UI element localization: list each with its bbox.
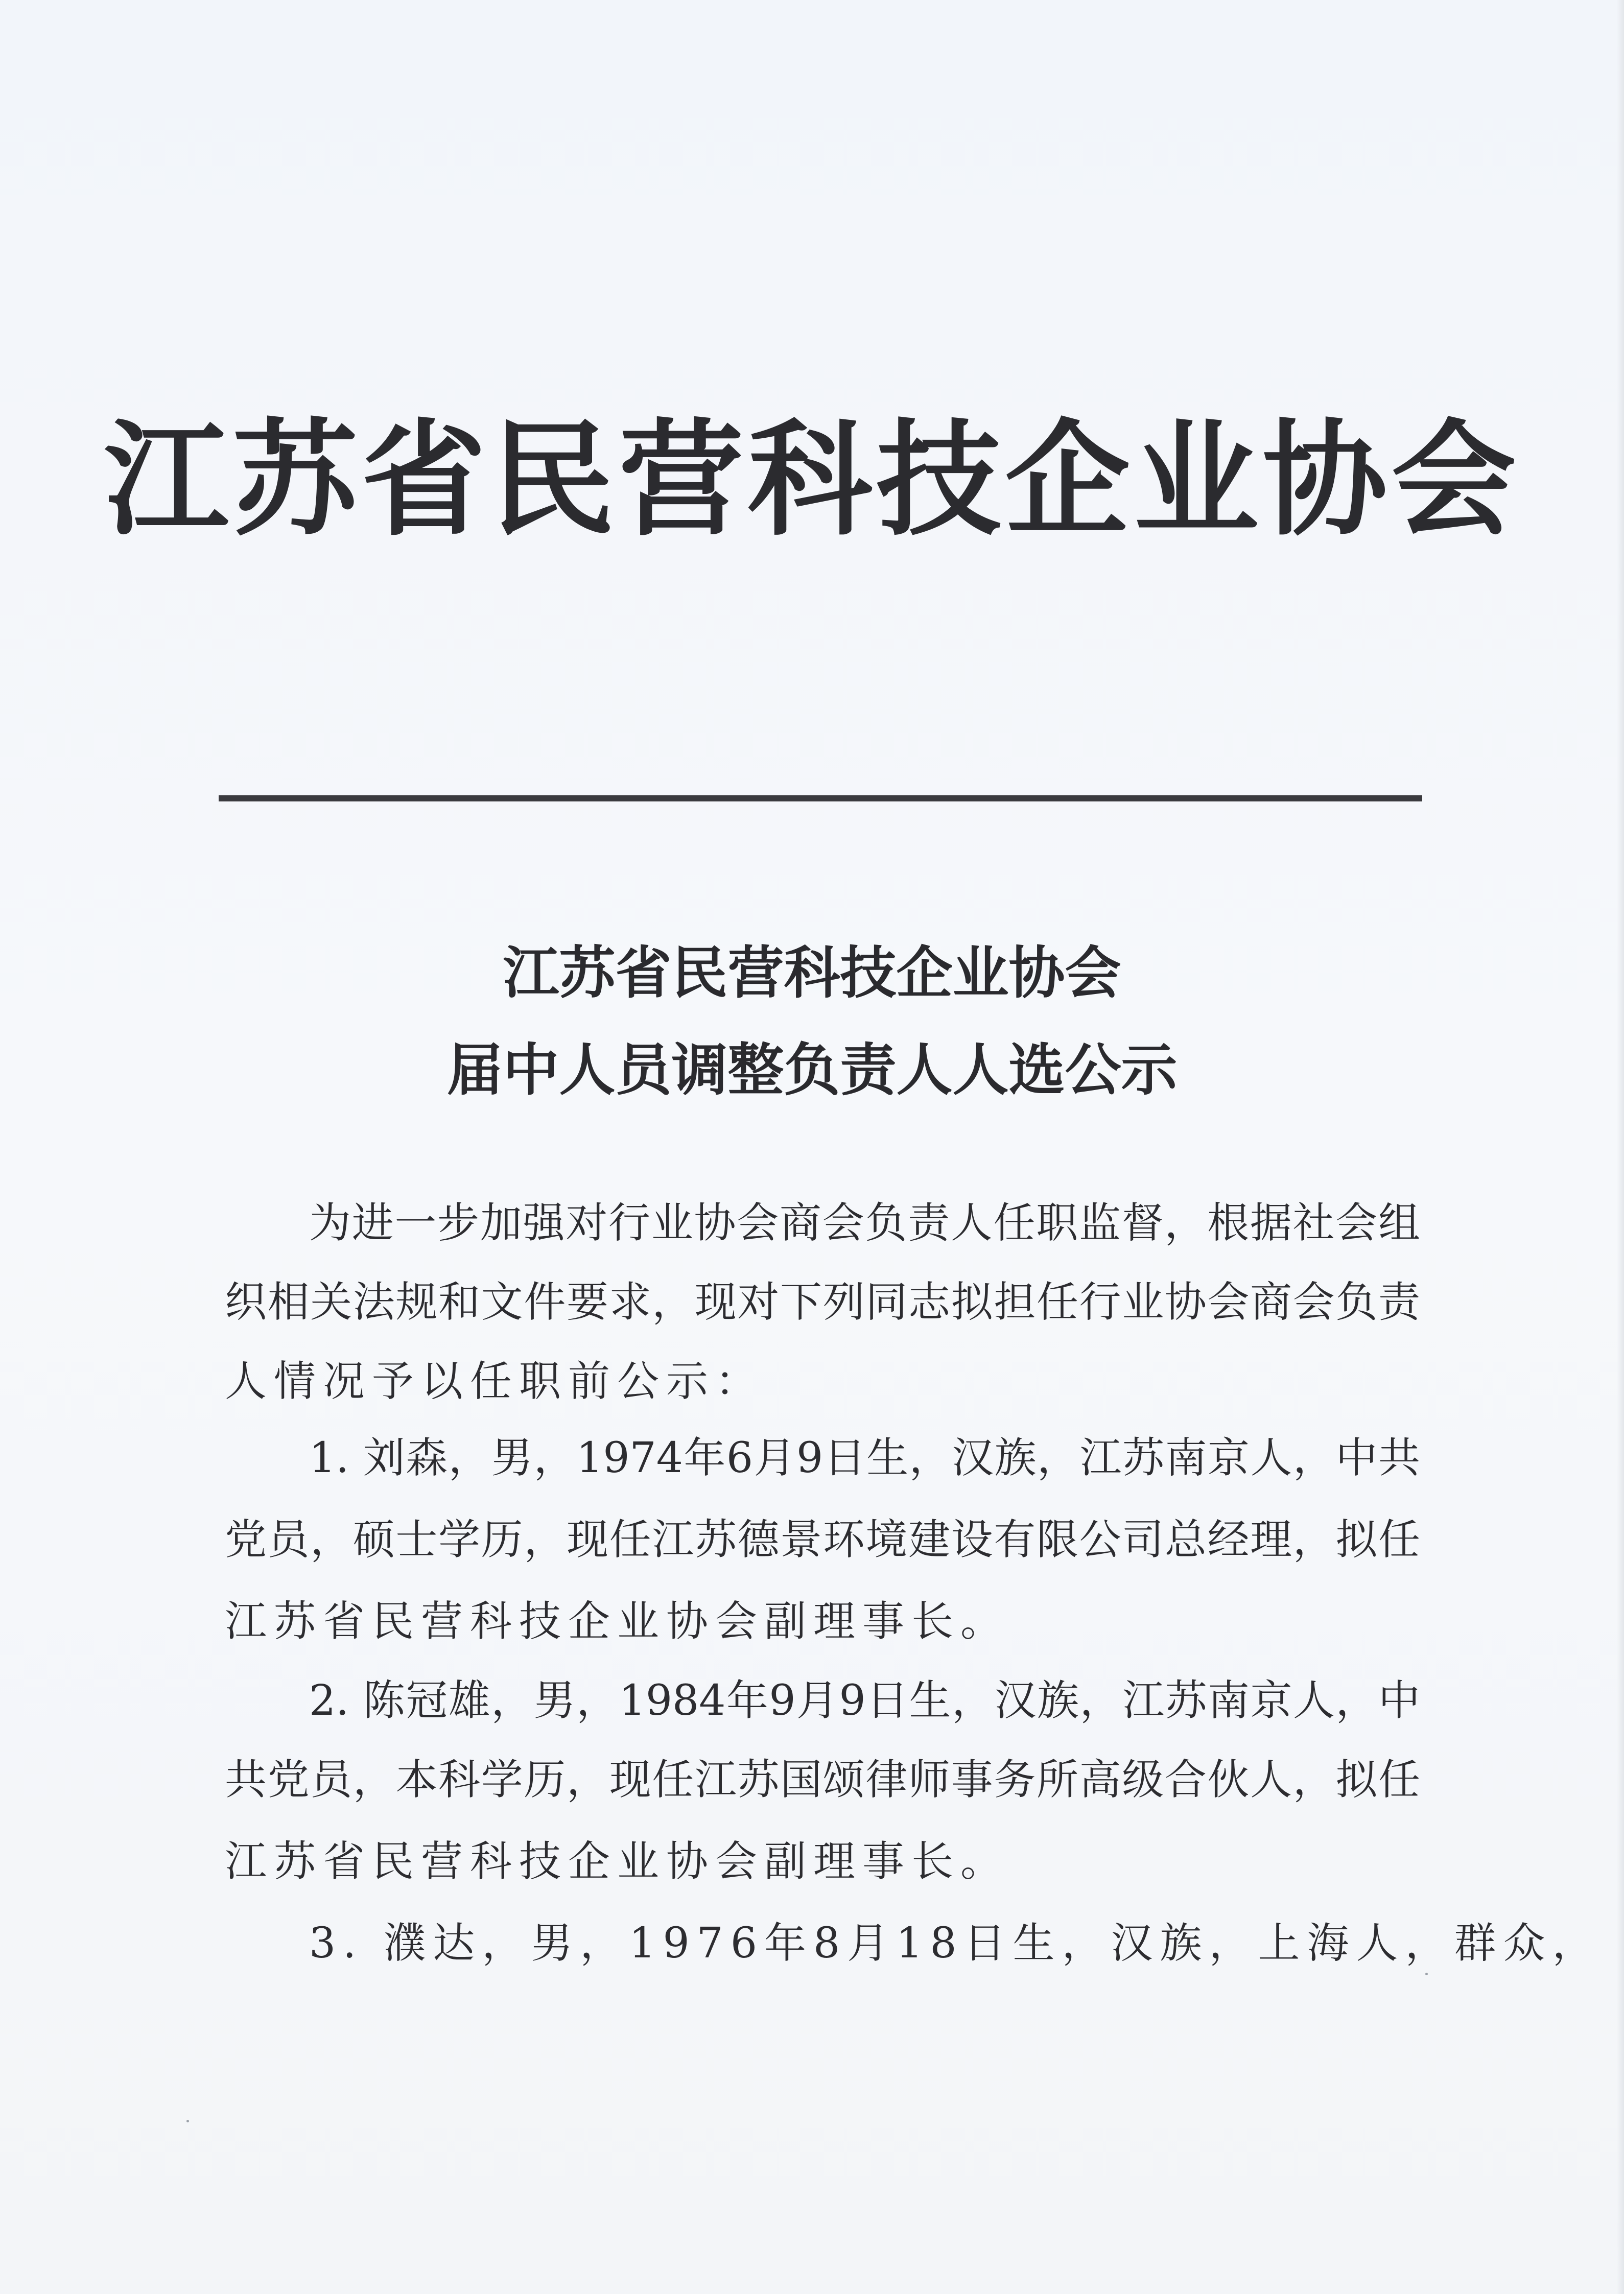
letterhead-divider: [219, 795, 1422, 801]
notice-title-line-2: 届中人员调整负责人人选公示: [446, 1037, 1178, 1103]
scan-edge-shadow: [1617, 0, 1624, 2294]
item-1-line-2: 党员，硕士学历，现任江苏德景环境建设有限公司总经理，拟任: [225, 1516, 1420, 1564]
item-1-line-3: 江苏省民营科技企业协会副理事长。: [225, 1597, 1010, 1646]
item-1-line-1: 1. 刘森，男，1974年6月9日生，汉族，江苏南京人，中共: [309, 1434, 1420, 1482]
body-line-2: 织相关法规和文件要求，现对下列同志拟担任行业协会商会负责: [225, 1278, 1420, 1327]
item-2-line-1: 2. 陈冠雄，男，1984年9月9日生，汉族，江苏南京人，中: [309, 1676, 1420, 1725]
item-2-line-3: 江苏省民营科技企业协会副理事长。: [225, 1837, 1010, 1886]
letterhead-title: 江苏省民营科技企业协会: [104, 408, 1520, 553]
item-2-line-2: 共党员，本科学历，现任江苏国颂律师事务所高级合伙人，拟任: [225, 1756, 1420, 1804]
scan-speck: [186, 2120, 189, 2122]
notice-title-line-1: 江苏省民营科技企业协会: [503, 940, 1121, 1006]
body-line-1: 为进一步加强对行业协会商会负责人任职监督，根据社会组: [309, 1199, 1420, 1247]
item-3-line-1: 3. 濮达，男，1976年8月18日生，汉族，上海人，群众，: [309, 1919, 1602, 1968]
scan-speck: [1425, 1973, 1428, 1975]
body-line-3: 人情况予以任职前公示：: [225, 1357, 765, 1406]
